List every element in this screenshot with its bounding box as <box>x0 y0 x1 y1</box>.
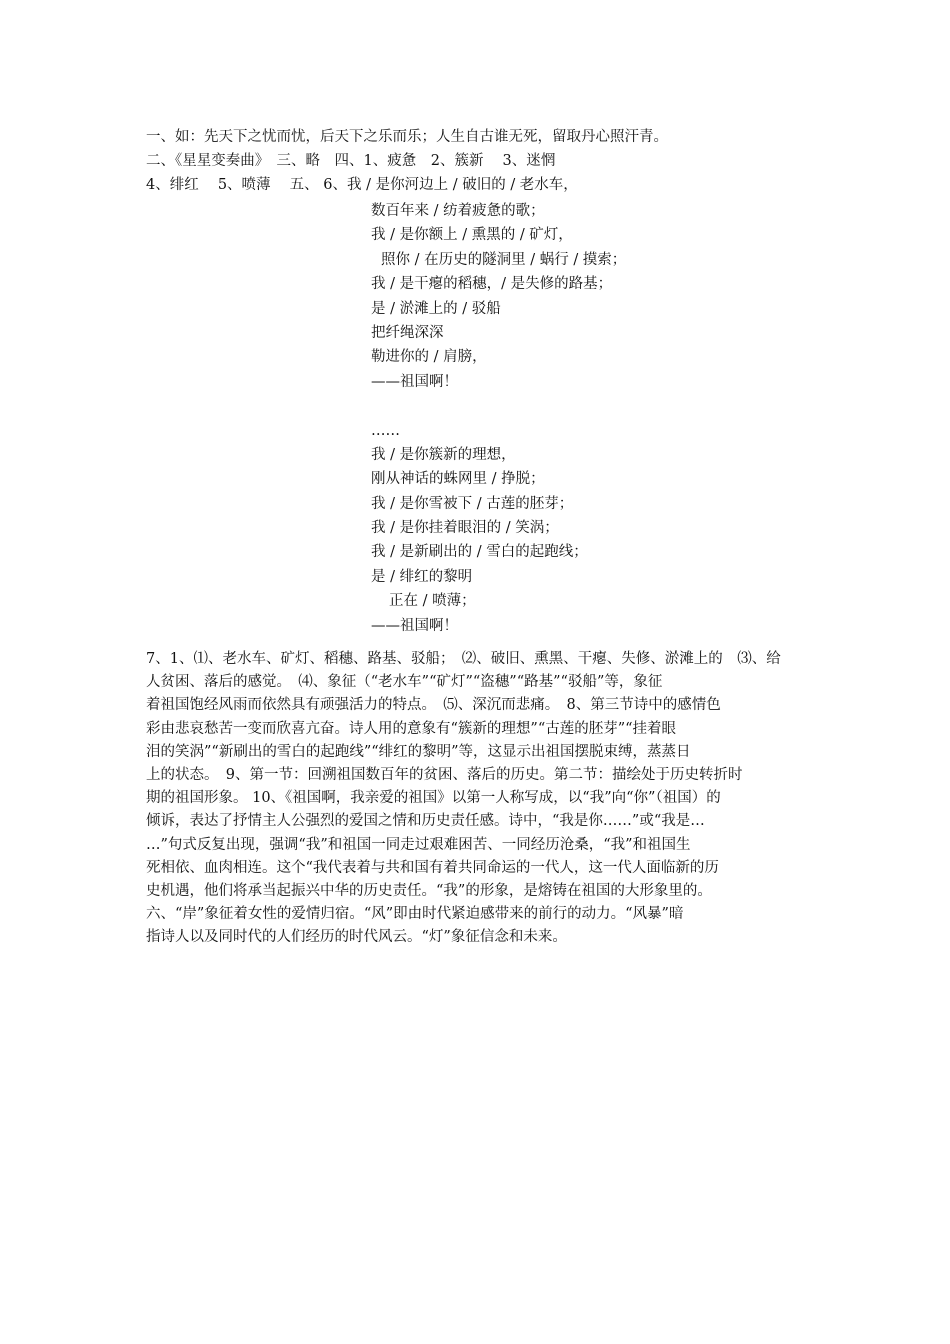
paragraph-line: 死相依、血肉相连。这个“我代表着与共和国有着共同命运的一代人，这一代人面临新的历 <box>146 859 719 876</box>
paragraph-line: 7、1、⑴、老水车、矿灯、稻穗、路基、驳船； ⑵、破旧、熏黑、干瘪、失修、淤滩上的 ⑶、给 <box>146 651 781 667</box>
paragraph-line: 倾诉，表达了抒情主人公强烈的爱国之情和历史责任感。诗中，“我是你……”或“我是… <box>146 813 705 830</box>
poem-line: 数百年来 / 纺着疲惫的歌； <box>371 203 545 219</box>
poem-line: 我 / 是你挂着眼泪的 / 笑涡； <box>371 520 559 537</box>
answer-line-1: 一、如：先天下之忧而忧，后天下之乐而乐；人生自古谁无死，留取丹心照汗青。 <box>146 129 668 145</box>
paragraph-line: 着祖国饱经风雨而依然具有顽强活力的特点。 ⑸、深沉而悲痛。 8、第三节诗中的感情色 <box>146 697 721 714</box>
paragraph-line: 人贫困、落后的感觉。 ⑷、象征（“老水车”“矿灯”“盗穗”“路基”“驳船”等，象征 <box>146 674 663 691</box>
poem-line: 我 / 是你额上 / 熏黑的 / 矿灯， <box>371 227 573 244</box>
poem-line: 我 / 是干瘪的稻穗，/ 是失修的路基； <box>371 276 613 293</box>
poem-line: 照你 / 在历史的隧洞里 / 蜗行 / 摸索； <box>381 251 627 268</box>
poem-line: 是 / 绯红的黎明 <box>371 568 473 585</box>
paragraph-line: 上的状态。 9、第一节：回溯祖国数百年的贫困、落后的历史。第二节：描绘处于历史转折时 <box>146 767 743 784</box>
poem-line: 我 / 是你雪被下 / 古莲的胚芽； <box>371 495 574 512</box>
poem-line: 是 / 淤滩上的 / 驳船 <box>371 300 501 317</box>
paragraph-line: 六、“岸”象征着女性的爱情归宿。“风”即由时代紧迫感带来的前行的动力。“风暴”暗 <box>146 906 684 923</box>
paragraph-line: 指诗人以及同时代的人们经历的时代风云。“灯”象征信念和未来。 <box>146 929 567 946</box>
paragraph-line: 史机遇，他们将承当起振兴中华的历史责任。“我”的形象，是熔铸在祖国的大形象里的。 <box>146 883 712 900</box>
poem-line: 我 / 是新刷出的 / 雪白的起跑线； <box>371 544 588 561</box>
poem-line: ——祖国啊！ <box>371 373 458 390</box>
poem-line: ——祖国啊！ <box>371 617 458 634</box>
paragraph-line: 期的祖国形象。 10、《祖国啊，我亲爱的祖国》以第一人称写成，以“我”向“你”（祖国）的 <box>146 790 721 807</box>
poem-line: 刚从神话的蛛网里 / 挣脱； <box>371 471 545 488</box>
paragraph-line: 泪的笑涡”“新刷出的雪白的起跑线”“绯红的黎明”等，这显示出祖国摆脱束缚，蒸蒸日 <box>146 743 691 760</box>
answer-paragraph <box>146 648 810 950</box>
poem-line: 把纤绳深深 <box>371 324 444 341</box>
paragraph-line: …”句式反复出现，强调“我”和祖国一同走过艰难困苦、一同经历沧桑，“我”和祖国生 <box>146 836 691 853</box>
poem-blank-line <box>371 394 626 418</box>
poem-line: 正在 / 喷薄； <box>389 593 476 610</box>
poem-line: …… <box>371 422 400 439</box>
poem-line: 我 / 是你簇新的理想， <box>371 446 516 463</box>
paragraph-line: 彩由悲哀愁苦一变而欣喜亢奋。诗人用的意象有“簇新的理想”“古莲的胚芽”“挂着眼 <box>146 720 677 737</box>
answer-line-2: 二、《星星变奏曲》 三、略 四、1、疲惫 2、簇新 3、迷惘 <box>146 153 556 169</box>
answer-line-3: 4、绯红 5、喷薄 五、 6、我 / 是你河边上 / 破旧的 / 老水车， <box>146 177 578 193</box>
poem-block <box>371 199 626 638</box>
poem-line: 勒进你的 / 肩膀， <box>371 349 487 366</box>
